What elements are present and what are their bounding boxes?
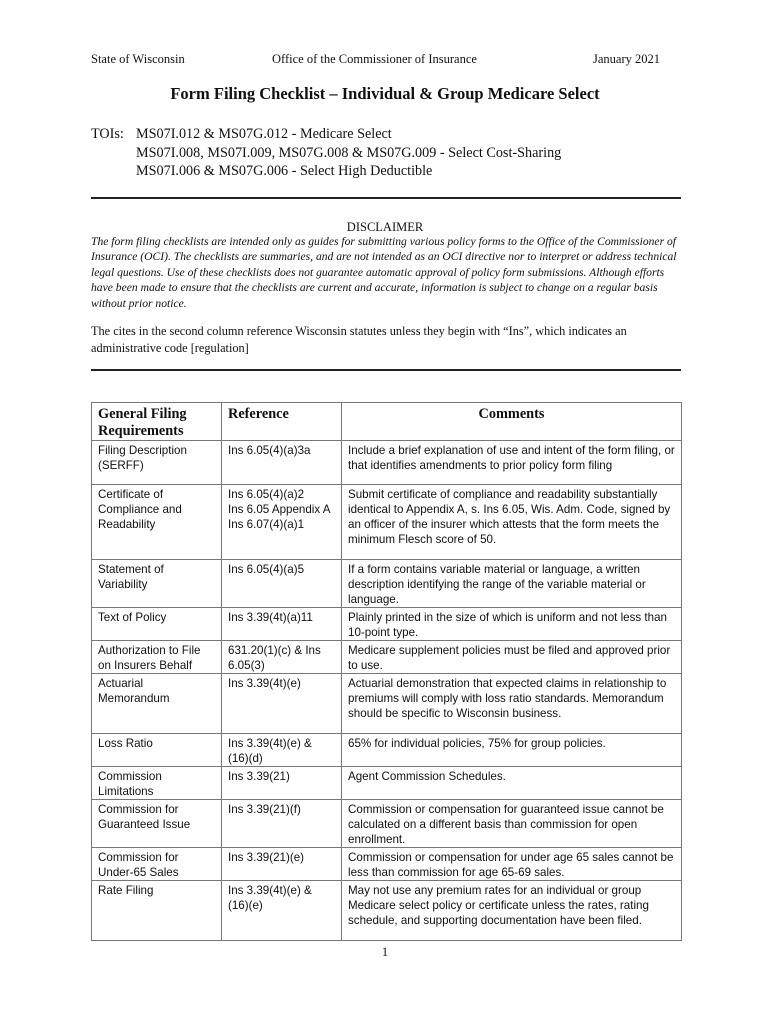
cell-requirement: Actuarial Memorandum <box>92 674 222 734</box>
cell-requirement: Text of Policy <box>92 608 222 641</box>
table-row <box>92 485 682 560</box>
table-row <box>92 641 682 674</box>
cell-reference: 631.20(1)(c) & Ins 6.05(3) <box>222 641 342 674</box>
table-row <box>92 734 682 767</box>
cell-comments: If a form contains variable material or language, a written description identifying the range of the variable material or language. <box>342 560 682 608</box>
cell-requirement: Commission for Guaranteed Issue <box>92 800 222 848</box>
tois-label: TOIs: <box>91 126 124 142</box>
table-row <box>92 441 682 485</box>
cell-reference: Ins 3.39(4t)(e) <box>222 674 342 734</box>
divider-bottom <box>91 369 681 371</box>
header-requirement: General Filing Requirements <box>92 403 222 441</box>
cell-reference: Ins 3.39(4t)(a)11 <box>222 608 342 641</box>
cell-reference: Ins 3.39(21) <box>222 767 342 800</box>
header-date: January 2021 <box>593 52 660 66</box>
cell-requirement: Loss Ratio <box>92 734 222 767</box>
table-row <box>92 674 682 734</box>
cell-comments: Plainly printed in the size of which is uniform and not less than 10-point type. <box>342 608 682 641</box>
requirements-table <box>91 402 682 941</box>
cell-requirement: Authorization to File on Insurers Behalf <box>92 641 222 674</box>
toi-line: MS07I.012 & MS07G.012 - Medicare Select <box>136 126 392 142</box>
table-row <box>92 560 682 608</box>
table-row <box>92 881 682 941</box>
table-body <box>92 441 682 941</box>
cell-reference: Ins 6.05(4)(a)2 Ins 6.05 Appendix A Ins 6.07(4)(a)1 <box>222 485 342 560</box>
cell-comments: Include a brief explanation of use and intent of the form filing, or that identifies amendments to prior policy form filing <box>342 441 682 485</box>
cell-reference: Ins 6.05(4)(a)5 <box>222 560 342 608</box>
page-header <box>91 52 660 68</box>
cell-comments: Commission or compensation for guaranteed issue cannot be calculated on a different basis than commission for open enrollment. <box>342 800 682 848</box>
cell-reference: Ins 3.39(4t)(e) & (16)(d) <box>222 734 342 767</box>
cites-note: The cites in the second column reference Wisconsin statutes unless they begin with “Ins”, which indicates an administrative code [regulation] <box>91 324 627 355</box>
cell-comments: May not use any premium rates for an individual or group Medicare select policy or certificate unless the rates, rating schedule, and supporting documentation have been filed. <box>342 881 682 941</box>
cell-comments: Medicare supplement policies must be filed and approved prior to use. <box>342 641 682 674</box>
cell-comments: 65% for individual policies, 75% for group policies. <box>342 734 682 767</box>
disclaimer-text: The form filing checklists are intended only as guides for submitting various policy forms to the Office of the Commissioner of Insurance (OCI). The checklists are summaries, and are not intended as an OCI directive nor to interpret or address technical legal questions. Use of these checklists does not guarantee automatic approval of policy form submissions. Although efforts have been made to ensure that the checklists are current and accurate, information is subject to change on a regular basis without prior notice. <box>91 235 677 310</box>
table-row <box>92 800 682 848</box>
cell-comments: Commission or compensation for under age 65 sales cannot be less than commission for age 65-69 sales. <box>342 848 682 881</box>
cell-requirement: Commission Limitations <box>92 767 222 800</box>
header-reference: Reference <box>222 403 342 441</box>
cell-reference: Ins 3.39(21)(f) <box>222 800 342 848</box>
table-header-row <box>92 403 682 441</box>
toi-line: MS07I.008, MS07I.009, MS07G.008 & MS07G.009 - Select Cost-Sharing <box>136 144 562 161</box>
disclaimer-heading: DISCLAIMER <box>346 220 424 234</box>
table-row <box>92 848 682 881</box>
cell-reference: Ins 3.39(4t)(e) & (16)(e) <box>222 881 342 941</box>
divider-top <box>91 197 681 199</box>
cell-comments: Submit certificate of compliance and readability substantially identical to Appendix A, s. Ins 6.05, Wis. Adm. Code, signed by an officer of the insurer which attests that the form meets the minimum Flesch score of 50. <box>342 485 682 560</box>
header-office: Office of the Commissioner of Insurance <box>272 52 477 66</box>
tois-lines <box>136 125 561 181</box>
cell-requirement: Statement of Variability <box>92 560 222 608</box>
header-comments: Comments <box>342 403 682 441</box>
header-state: State of Wisconsin <box>91 52 185 66</box>
page-title: Form Filing Checklist – Individual & Group Medicare Select <box>170 84 600 103</box>
table-row <box>92 767 682 800</box>
cell-comments: Actuarial demonstration that expected claims in relationship to premiums will comply with loss ratio standards. Memorandum should be specific to Wisconsin business. <box>342 674 682 734</box>
page-number: 1 <box>381 945 389 959</box>
toi-line: MS07I.006 & MS07G.006 - Select High Deductible <box>136 163 433 179</box>
cell-reference: Ins 3.39(21)(e) <box>222 848 342 881</box>
cell-requirement: Filing Description (SERFF) <box>92 441 222 485</box>
cell-requirement: Commission for Under-65 Sales <box>92 848 222 881</box>
cell-comments: Agent Commission Schedules. <box>342 767 682 800</box>
table-row <box>92 608 682 641</box>
cell-reference: Ins 6.05(4)(a)3a <box>222 441 342 485</box>
cell-requirement: Certificate of Compliance and Readability <box>92 485 222 560</box>
cell-requirement: Rate Filing <box>92 881 222 941</box>
